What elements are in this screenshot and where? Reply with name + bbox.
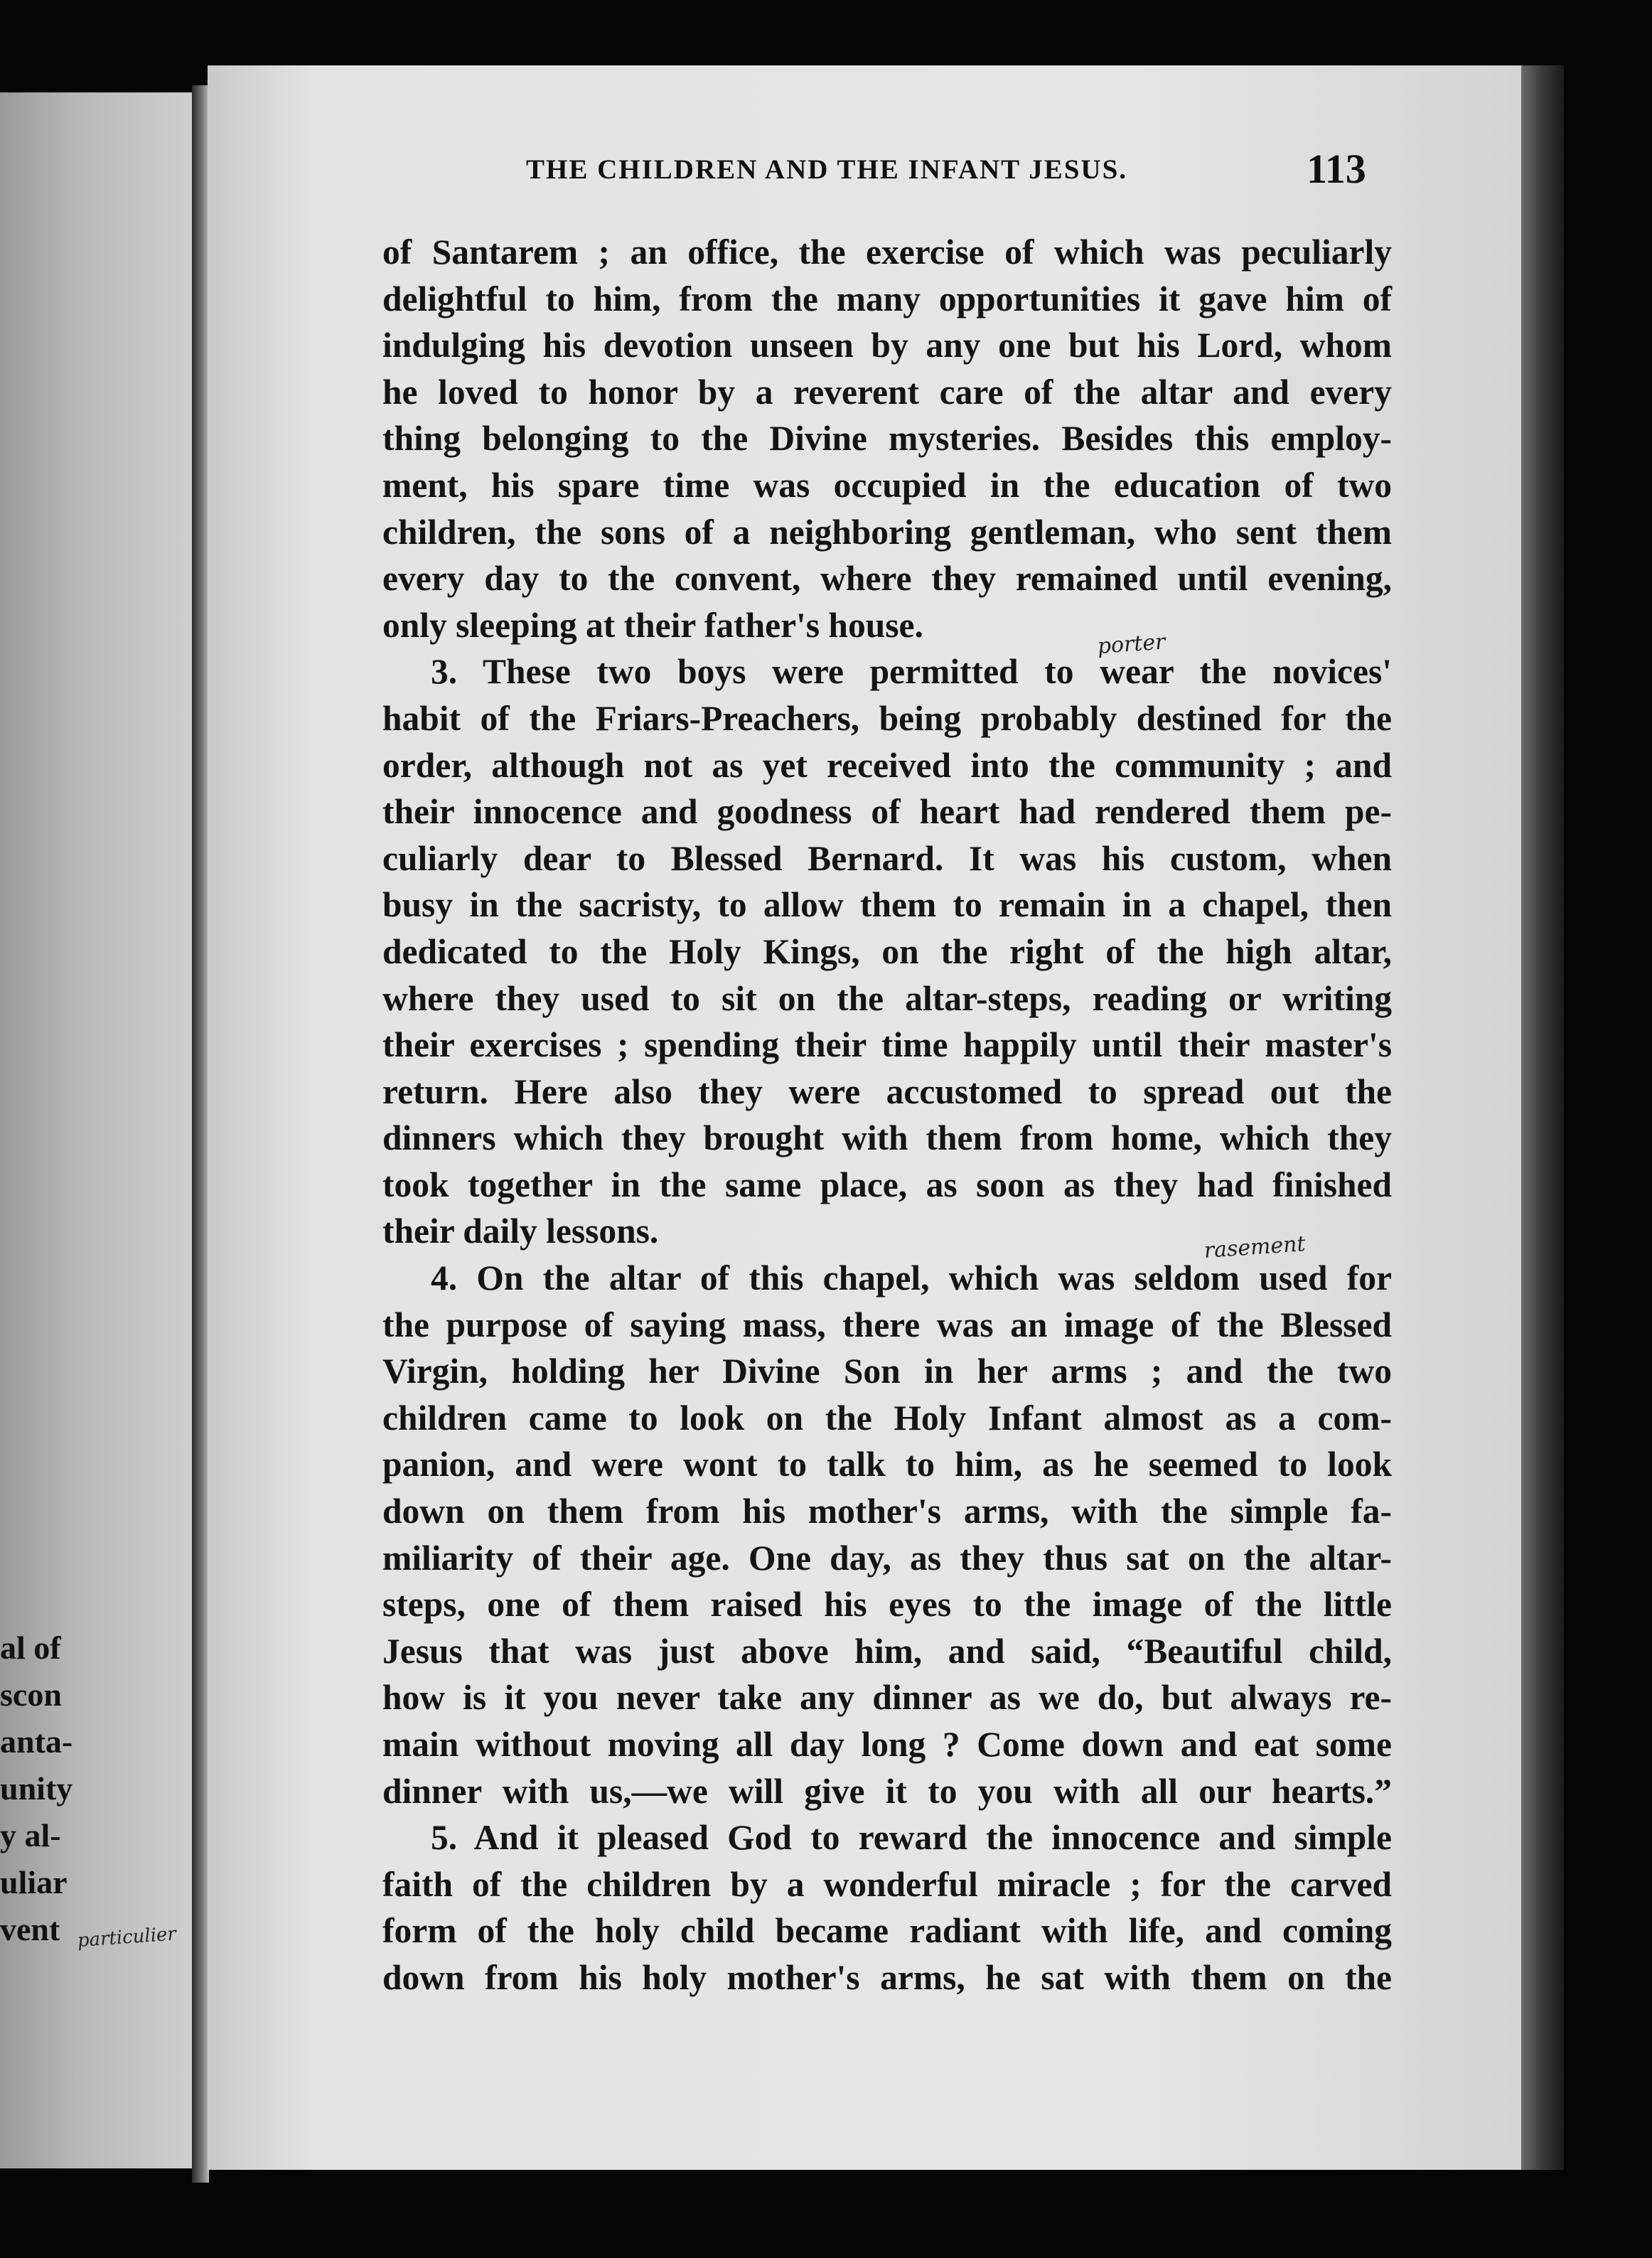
text-line: faith of the children by a wonderful miracle ; for the carved — [382, 1864, 1392, 1904]
text-line: 5. And it pleased God to reward the innocence and simple — [431, 1818, 1392, 1858]
text-line: habit of the Friars-Preachers, being probably destined for the — [382, 698, 1392, 738]
text-line: return. Here also they were accustomed to spread out the — [382, 1071, 1392, 1111]
text-line: took together in the same place, as soon as they had finished — [382, 1165, 1392, 1204]
text-line: down on them from his mother's arms, with the simple fa- — [382, 1492, 1392, 1531]
text-line: dinner with us,—we will give it to you with all our hearts.” — [382, 1771, 1392, 1811]
left-fragment-line: y al- — [0, 1817, 61, 1853]
text-line: panion, and were wont to talk to him, as he seemed to look — [382, 1445, 1392, 1484]
body-text — [382, 229, 1392, 2001]
text-line: dinners which they brought with them from home, which they — [382, 1118, 1392, 1158]
text-line: their daily lessons. — [382, 1211, 659, 1251]
text-line: busy in the sacristy, to allow them to remain in a chapel, then — [382, 885, 1392, 925]
text-line: children came to look on the Holy Infant almost as a com- — [382, 1398, 1392, 1438]
text-line: children, the sons of a neighboring gentleman, who sent them — [382, 512, 1392, 552]
handwritten-note-rasement: rasement — [1203, 1231, 1307, 1263]
text-line: Jesus that was just above him, and said, “Beautiful child, — [382, 1631, 1392, 1671]
left-fragment-line: anta- — [0, 1723, 73, 1760]
text-line: dedicated to the Holy Kings, on the right of the high altar, — [382, 931, 1392, 971]
text-line: how is it you never take any dinner as we do, but always re- — [382, 1678, 1392, 1718]
text-line: thing belonging to the Divine mysteries. Besides this employ- — [382, 419, 1392, 459]
handwritten-note-particulier: particulier — [76, 1923, 177, 1952]
text-line: the purpose of saying mass, there was an image of the Blessed — [382, 1305, 1392, 1344]
text-line: steps, one of them raised his eyes to the image of the little — [382, 1585, 1392, 1625]
text-line: only sleeping at their father's house. — [382, 605, 923, 645]
text-line: where they used to sit on the altar-steps, reading or writing — [382, 978, 1392, 1018]
book-gutter — [192, 85, 209, 2183]
left-fragment-line: vent — [0, 1911, 60, 1947]
left-fragment-line: uliar — [0, 1864, 68, 1900]
text-line: their innocence and goodness of heart had rendered them pe- — [382, 792, 1392, 832]
text-line: indulging his devotion unseen by any one but his Lord, whom — [382, 326, 1392, 365]
text-line: every day to the convent, where they remained until evening, — [382, 559, 1392, 599]
text-line: he loved to honor by a reverent care of the altar and every — [382, 372, 1392, 412]
page-number: 113 — [1307, 146, 1366, 192]
text-line: of Santarem ; an office, the exercise of which was peculiarly — [382, 232, 1392, 272]
text-line: down from his holy mother's arms, he sat with them on the — [382, 1957, 1392, 1997]
text-line: order, although not as yet received into the community ; and — [382, 745, 1392, 785]
running-title: THE CHILDREN AND THE INFANT JESUS. — [526, 154, 1128, 185]
text-line: culiarly dear to Blessed Bernard. It was his custom, when — [382, 838, 1392, 878]
left-fragment-line: unity — [0, 1770, 73, 1807]
text-line: 4. On the altar of this chapel, which was seldom used for — [431, 1258, 1392, 1298]
left-fragment-line: al of — [0, 1630, 61, 1666]
left-page-text-fragments — [0, 1625, 213, 1953]
text-line: form of the holy child became radiant with life, and coming — [382, 1911, 1392, 1951]
text-line: main without moving all day long ? Come down and eat some — [382, 1725, 1392, 1764]
text-line: their exercises ; spending their time happily until their master's — [382, 1025, 1392, 1065]
running-head — [526, 145, 1379, 195]
text-line: Virgin, holding her Divine Son in her arms ; and the two — [382, 1352, 1392, 1391]
text-line: miliarity of their age. One day, as they thus sat on the altar- — [382, 1538, 1392, 1578]
handwritten-note-porter: porter — [1096, 629, 1166, 659]
page-edge — [1521, 65, 1564, 2170]
text-line: 3. These two boys were permitted to wear the novices' — [431, 652, 1392, 692]
text-line: ment, his spare time was occupied in the education of two — [382, 465, 1392, 505]
text-line: delightful to him, from the many opportunities it gave him of — [382, 279, 1392, 319]
left-fragment-line: scon — [0, 1676, 62, 1713]
